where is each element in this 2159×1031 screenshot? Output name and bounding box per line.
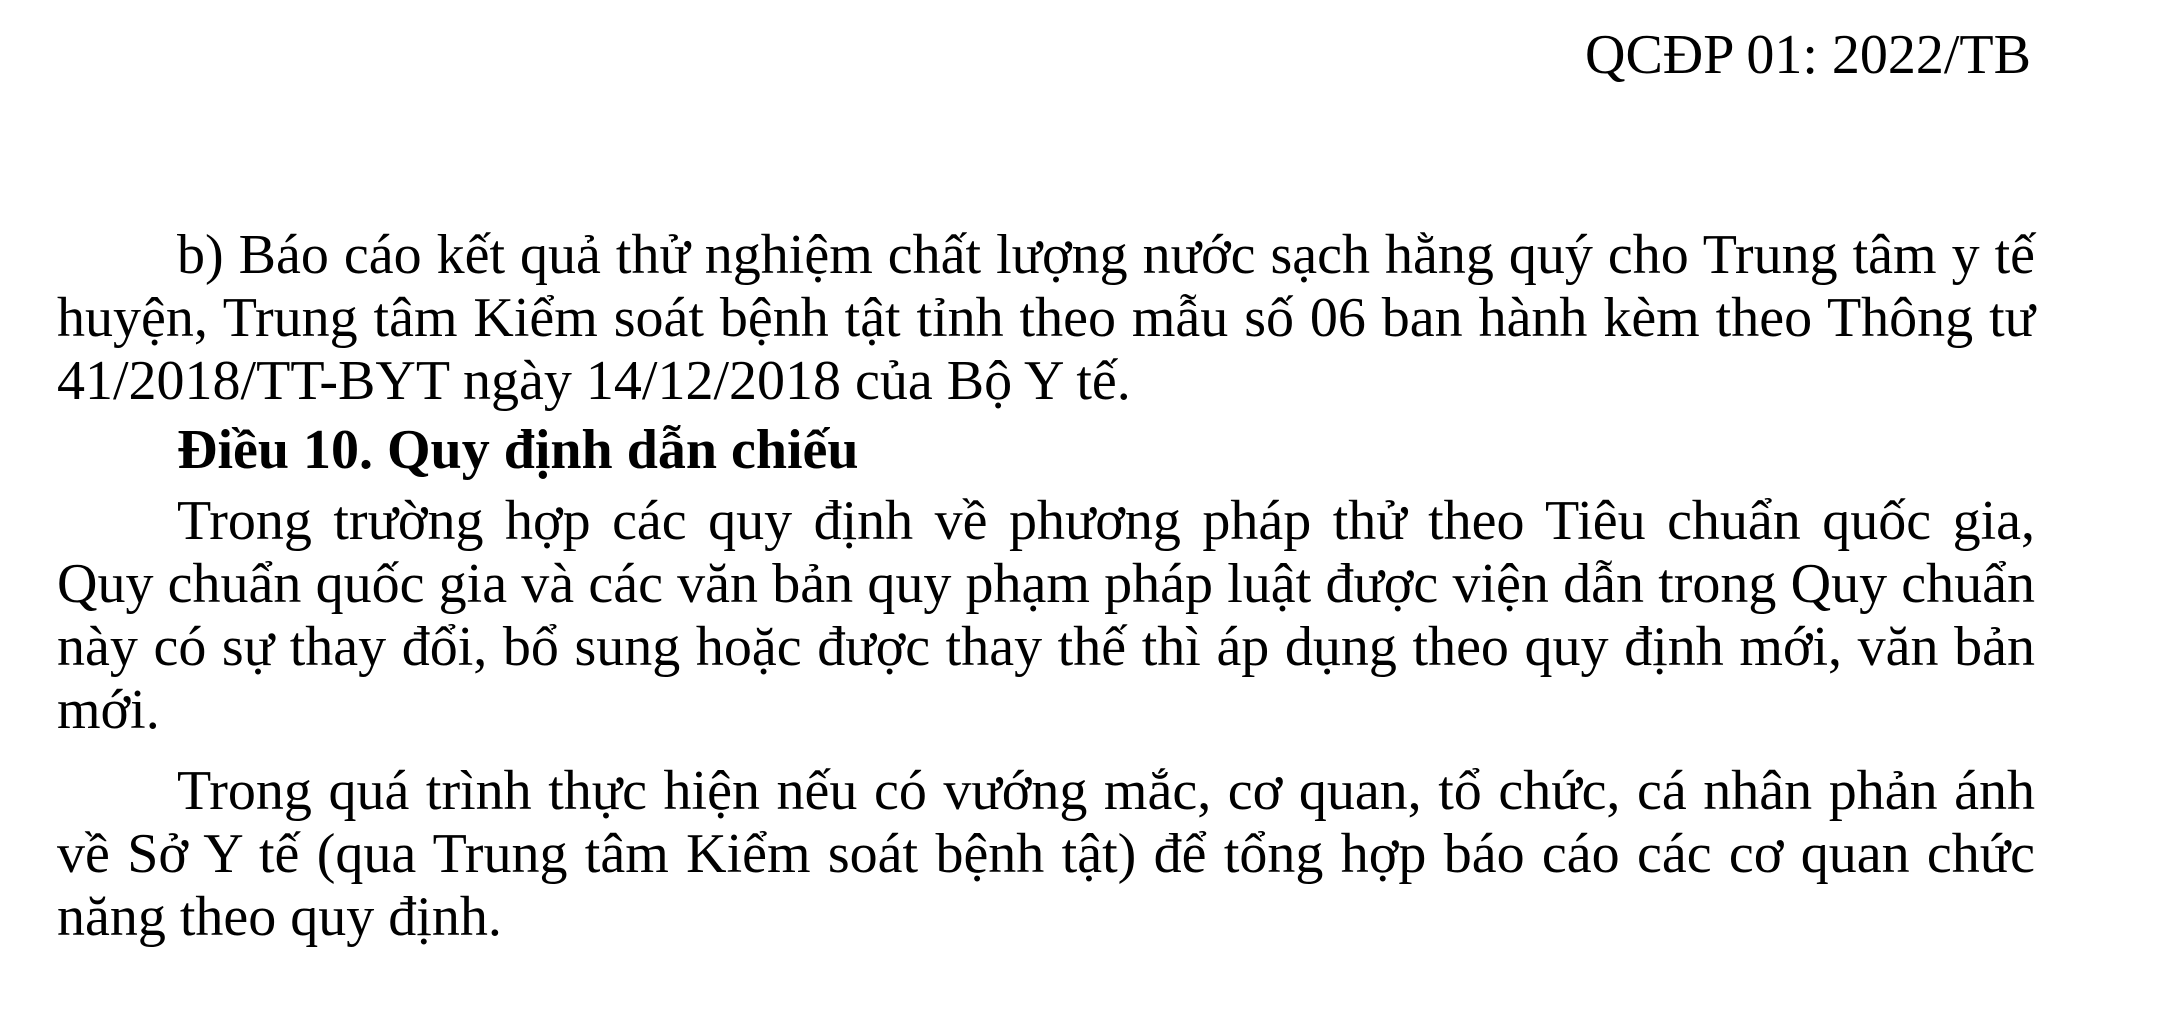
paragraph-feedback: Trong quá trình thực hiện nếu có vướng mắc, cơ quan, tổ chức, cá nhân phản ánh về Sở Y tế (qua Trung tâm Kiểm soát bệnh tật) để tổng hợp báo cáo các cơ quan chức năng theo quy định. bbox=[57, 760, 2035, 948]
paragraph-b-report: b) Báo cáo kết quả thử nghiệm chất lượng nước sạch hằng quý cho Trung tâm y tế huyện, Trung tâm Kiểm soát bệnh tật tỉnh theo mẫu số 06 ban hành kèm theo Thông tư 41/2018/TT-BYT ngày 14/12/2018 của Bộ Y tế. bbox=[57, 224, 2035, 412]
paragraph-reference-rule: Trong trường hợp các quy định về phương pháp thử theo Tiêu chuẩn quốc gia, Quy chuẩn quốc gia và các văn bản quy phạm pháp luật được viện dẫn trong Quy chuẩn này có sự thay đổi, bổ sung hoặc được thay thế thì áp dụng theo quy định mới, văn bản mới. bbox=[57, 490, 2035, 741]
document-body bbox=[57, 224, 2035, 949]
article-10-heading: Điều 10. Quy định dẫn chiếu bbox=[177, 419, 859, 481]
document-code: QCĐP 01: 2022/TB bbox=[1585, 24, 2031, 86]
